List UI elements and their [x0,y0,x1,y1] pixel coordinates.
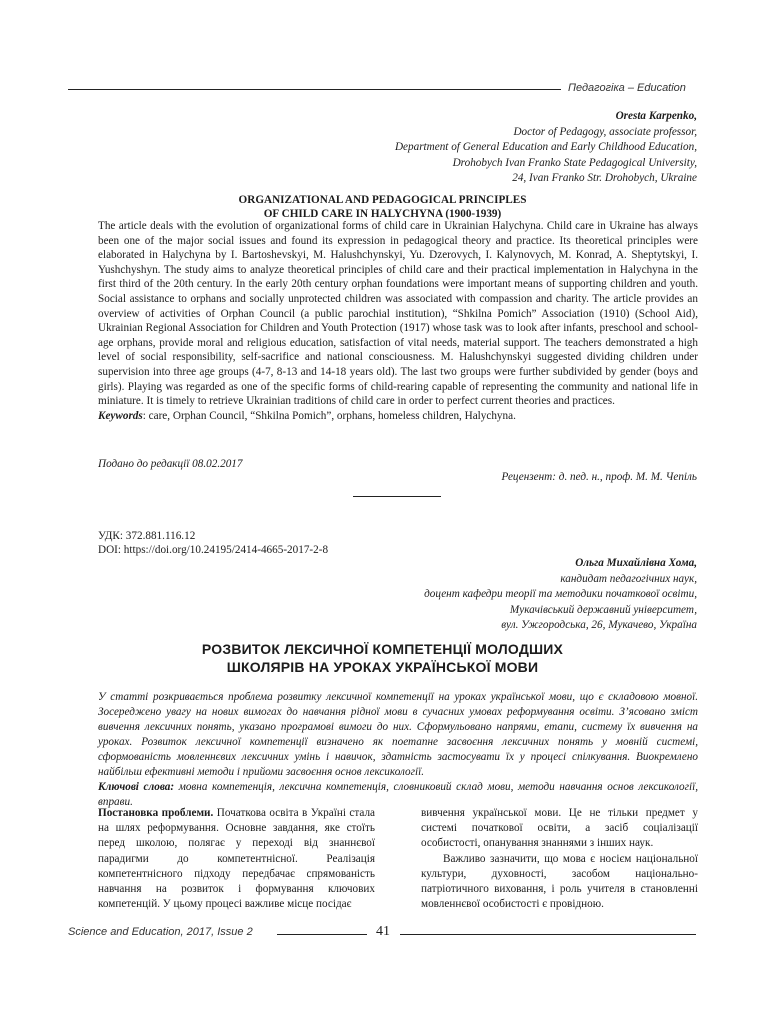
body-text: Початкова освіта в Україні стала на шлях реформування. Основне завдання, яке стоїть перед школою, полягає у переході від знаннєвої парадигми до компетентнісної. Реалізація компетентнісного підходу передбачає спрямованість навчання на розвиток і формування ключових компетенцій. У цьому процесі важливе місце посідає [98,807,375,911]
submission-date: Подано до редакції 08.02.2017 [98,458,243,470]
keywords-label: Keywords [98,409,143,422]
footer-rule [277,934,367,935]
keywords-list: : care, Orphan Council, “Shkilna Pomich”, orphans, homeless children, Halychyna. [142,409,516,422]
abstract-text-en: The article deals with the evolution of organizational forms of child care in Ukrainian Halychyna. Child care in Ukraine has always been one of the major social issues and found its expression in pedagogical theory and practice. Its theoretical principles were elaborated in Halychyna by I. Bartoshevskyi, M. Halushchynskyi, Yu. Dzerovych, I. Kalynovych, M. Konrad, A. Sheptytskyi, I. Yushchyshyn. The study aims to analyze theoretical principles of child care and their practical implementation in Halychyna in the first third of the 20th century. In the early 20th century orphan foundations were important means of supporting children and youth. Social assistance to orphans and socially unprotected children was associated with compassion and charity. The article provides an overview of activities of Orphan Council (a public parochial institution), “Shkilna Pomich” Association (1910) (School Aid), Ukrainian Regional Association for Children and Youth Protection (1917) whose task was to look after infants, preschool and school-age orphans, provide moral and religious education, satisfaction of vital needs, material support. The teachers demonstrated a high level of social responsibility, self-sacrifice and national consciousness. M. Halushchynskyi suggested dividing children under supervision into three age groups (4-7, 8-13 and 14-18 years old). The last two groups were further subdivided by gender (boys and girls). Playing was regarded as one of the specific forms of child-rearing capable of representing the community and national life in miniature. It is timely to retrieve Ukrainian traditions of child care in order to perfect current theories and practices. [98,220,698,408]
title-line: ORGANIZATIONAL AND PEDAGOGICAL PRINCIPLES [238,194,527,206]
header-rule [68,89,561,90]
identifiers [98,529,328,557]
author-affiliation-line: Doctor of Pedagogy, associate professor, [513,125,697,138]
author-affiliation-line: 24, Ivan Franko Str. Drohobych, Ukraine [512,172,697,184]
keywords-en [98,409,698,424]
body-paragraph: Важливо зазначити, що мова є носієм національної культури, духовності, засобом національно-патріотичного виховання, і роль учителя в становленні мовленнєвої особистості є провідною. [421,852,698,911]
title-line: OF CHILD CARE IN HALYCHYNA (1900-1939) [263,208,502,220]
footer-rule [400,934,696,935]
body-paragraph: вивчення української мови. Це не тільки предмет у системі початкової освіти, а засіб соціалізації особистості, опанування знаннями з інших наук. [421,807,698,850]
abstract-text-ua: У статті розкривається проблема розвитку лексичної компетенції на уроках української мови, що є складовою мовної. Зосереджено увагу на нових вимогах до навчання рідної мови в сучасних умовах реформування освіти. З’ясовано зміст вивчення лексичних понять, указано програмові вимоги до них. Сформульовано напрями, етапи, систему їх вивчення на уроках. Розвиток лексичної компетенції визначено як поетапне засвоєння лексичних понять у мовній системі, сформованість мовленнєвих лексичних умінь і навичок, здатність застосувати їх у процесі спілкування. Виокремлено найбільш ефективні методи і прийоми засвоєння основ лексикології. [98,691,698,778]
journal-footer: Science and Education, 2017, Issue 2 [68,926,253,938]
author-block-ua [424,556,697,634]
author-affiliation-line: вул. Ужгородська, 26, Мукачево, Україна [501,619,697,631]
author-affiliation-line: Drohobych Ivan Franko State Pedagogical University, [452,156,697,169]
reviewer: Рецензент: д. пед. н., проф. М. М. Чепіль [501,471,697,483]
article-title-en [68,193,697,221]
author-affiliation-line: кандидат педагогічних наук, [560,572,697,585]
author-affiliation-line: Мукачівський державний університет, [509,603,697,616]
article-title-ua [68,640,697,676]
doi-link[interactable]: DOI: https://doi.org/10.24195/2414-4665-2017-2-8 [98,544,329,556]
body-column-left [98,806,375,912]
section-header: Педагогіка – Education [568,82,686,94]
keywords-list: мовна компетенція, лексична компетенція, словниковий склад мови, методи навчання основ лексикології, вправи. [98,781,698,808]
abstract-en [98,219,698,423]
title-line: РОЗВИТОК ЛЕКСИЧНОЇ КОМПЕТЕНЦІЇ МОЛОДШИХ [201,641,564,657]
body-column-right [421,806,698,912]
title-line: ШКОЛЯРІВ НА УРОКАХ УКРАЇНСЬКОЇ МОВИ [226,659,539,675]
author-affiliation-line: доцент кафедри теорії та методики початкової освіти, [424,588,697,600]
body-paragraph [98,806,375,912]
udk-code: УДК: 372.881.116.12 [98,530,196,542]
page-number: 41 [376,924,390,939]
author-affiliation-line: Department of General Education and Early Childhood Education, [394,141,697,153]
keywords-label: Ключові слова: [98,781,175,793]
abstract-ua [98,690,698,810]
section-lead: Постановка проблеми. [98,807,214,819]
author-name-en: Oresta Karpenko, [615,110,697,122]
author-block-en [395,109,697,187]
author-name-ua: Ольга Михайлівна Хома, [575,557,697,569]
section-divider [353,496,441,497]
